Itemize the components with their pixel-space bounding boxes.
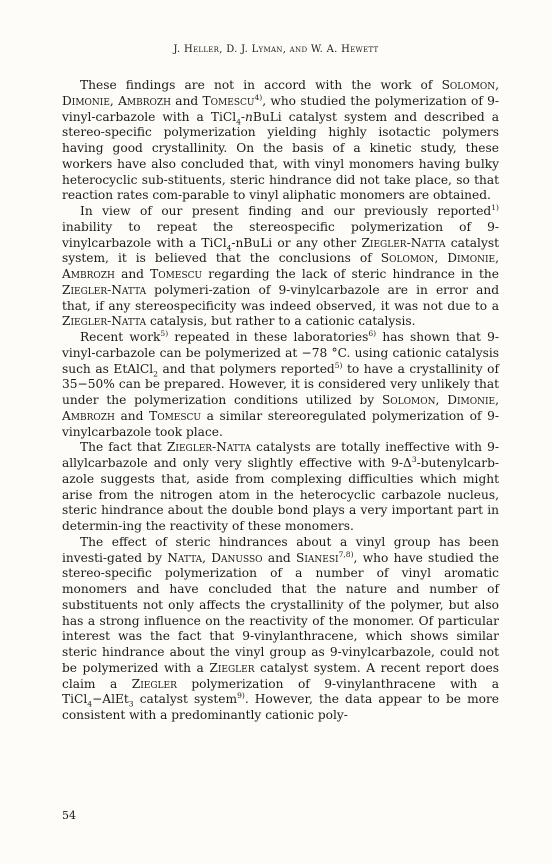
reference-marker: 4)	[254, 92, 263, 102]
reference-marker: 5)	[334, 360, 343, 370]
reference-marker: 6)	[368, 328, 377, 338]
paragraph-2	[62, 204, 499, 330]
body-text	[62, 78, 499, 724]
author-name: Solomon	[381, 393, 436, 407]
text-run: ,	[109, 93, 119, 108]
text-run: catalyst system. A recent report does claim a	[62, 660, 499, 691]
text-run: polymerization of 9-vinylanthracene with a TiCl	[62, 676, 499, 707]
chemical-subscript: 2	[153, 368, 158, 378]
author-name: Ambrozh	[62, 408, 115, 423]
author-name: Ziegler-Natta	[62, 282, 147, 297]
text-run: ,	[495, 251, 499, 266]
text-run: -butenylcarb-azole suggests that, aside from complexing difficulties which might arise from the nitrogen atom in the heterocyclic carbazole nucleus, steric hindrance about the double bond plays a very important part in determin-ing the reactivity of these monomers.	[62, 456, 499, 533]
text-run: inability to repeat the stereospecific polymerization of 9-vinylcarbazole with a TiCl	[62, 219, 499, 250]
reference-marker: 5)	[160, 328, 169, 338]
author-name: Tomescu	[150, 267, 203, 281]
paragraph-1	[62, 78, 499, 204]
author-name: Sianesi	[296, 550, 339, 565]
text-run: −AlEt	[92, 692, 129, 707]
author-name: Ambrozh	[118, 93, 171, 108]
author-name: Ziegler-Natta	[62, 314, 147, 329]
text-run: The effect of steric hindrances about a vinyl group has been investi-gated by	[62, 534, 499, 565]
author-name: Dimonie	[447, 251, 496, 266]
reference-marker: 1)	[491, 202, 499, 212]
author-name: Solomon	[441, 78, 496, 92]
text-run: catalysis, but rather to a cationic catalysis.	[146, 314, 416, 329]
text-run: regarding the lack of steric hindrance in the	[202, 267, 499, 281]
reference-marker: 9)	[237, 691, 245, 701]
author-name: Ziegler-Natta	[361, 235, 446, 250]
text-run: . However, the data appear to be more consistent with a predominantly cationic poly-	[62, 692, 500, 722]
author-name: Dimonie	[447, 393, 496, 407]
text-run: The fact that	[80, 440, 167, 455]
paragraph-4	[62, 440, 499, 535]
text-run: repeated in these laboratories	[168, 330, 369, 344]
text-run: These findings are not in accord with the work of	[80, 78, 442, 92]
author-name: Tomescu	[202, 93, 255, 108]
text-run: In view of our present finding and our previously reported	[80, 204, 492, 218]
text-run: and	[171, 93, 203, 108]
text-run: to have a crystallinity of 35−50% can be prepared. However, it is considered very unlikely that under the polymerization conditions utilized by	[62, 361, 499, 407]
text-run: ,	[495, 78, 499, 92]
text-run: ,	[434, 251, 448, 266]
text-run: Recent work	[80, 330, 161, 344]
text-run: and that polymers reported	[157, 361, 335, 376]
text-run: , who studied the polymerization of 9-vinyl-carbazole with a TiCl	[62, 93, 500, 124]
chemical-subscript: 4	[226, 242, 232, 252]
author-name: Ziegler-Natta	[166, 440, 252, 455]
text-run: ,	[435, 393, 448, 407]
text-run: ,	[202, 550, 212, 565]
text-run: -	[240, 109, 246, 124]
chemical-subscript: 4	[236, 116, 241, 126]
author-name: Tomescu	[149, 408, 202, 423]
text-run: , who have studied the stereo-specific polymerization of a number of vinyl aromatic monomers and have concluded that the nature and number of substituents not only affects the crystallinity of the polymer, but also has a strong influence on the reactivity of the monomer. Of particular interest was the fact that 9-vinylanthracene, which shows similar steric hindrance about the vinyl group as 9-vinylcarbazole, could not be polymerized with a	[62, 550, 500, 675]
text-run: catalyst system	[133, 692, 238, 707]
reference-marker: 3	[411, 454, 417, 464]
text-run: -nBuLi or any other	[231, 235, 362, 250]
page-number: 54	[62, 809, 76, 822]
paragraph-5	[62, 535, 499, 724]
author-name: Dimonie	[62, 93, 110, 108]
author-name: Danusso	[211, 550, 263, 565]
reference-marker: 7,8)	[338, 549, 354, 559]
text-run: BuLi catalyst system and described a stereo-specific polymerization yielding highly isotactic polymers having good crystallinity. On the basis of a kinetic study, these workers have also concluded that, with vinyl monomers having bulky heterocyclic sub-stituents, steric hindrance did not take place, so that reaction rates com-parable to vinyl aliphatic monomers are obtained.	[62, 109, 499, 203]
text-run: has shown that 9-vinyl-carbazole can be polymerized at −78 °C. using cationic catalysis such as EtAlCl	[62, 330, 499, 376]
text-run: and	[262, 550, 297, 565]
text-run: ,	[495, 393, 499, 407]
author-name: Ambrozh	[62, 267, 115, 281]
author-name: Natta	[167, 550, 203, 565]
running-header: J. Heller, D. J. Lyman, and W. A. Hewett	[173, 44, 379, 55]
text-run: and	[114, 267, 151, 281]
chemical-subscript: 3	[128, 699, 134, 709]
text-run: and	[114, 408, 150, 423]
author-name: Ziegler	[209, 660, 255, 675]
chemical-subscript: 4	[87, 699, 93, 709]
paragraph-3	[62, 330, 499, 440]
text-run: a similar stereoregulated polymerization of 9-vinylcarbazole took place.	[62, 408, 499, 439]
text-run: catalyst system, it is believed that the conclusions of	[62, 235, 499, 266]
author-name: Ziegler	[131, 676, 177, 691]
italic-run: n	[245, 109, 253, 124]
text-run: catalysts are totally ineffective with 9-allylcarbazole and only very slightly effective with 9-Δ	[62, 440, 499, 470]
text-run: polymeri-zation of 9-vinylcarbazole are in error and that, if any stereospecificity was indeed observed, it was not due to a	[62, 282, 499, 313]
author-name: Solomon	[380, 251, 435, 266]
